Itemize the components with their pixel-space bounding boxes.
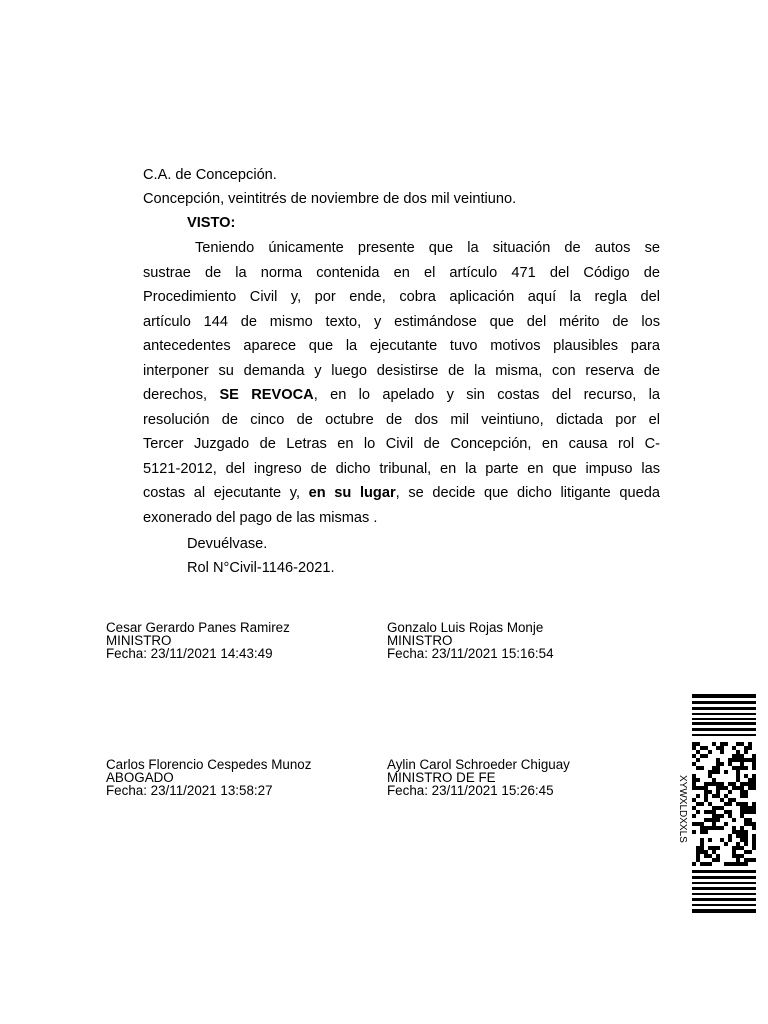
- barcode-module: [744, 858, 748, 862]
- barcode-module: [712, 742, 716, 746]
- barcode-guard-bar: [692, 893, 756, 895]
- barcode-module: [716, 818, 720, 822]
- barcode-module: [732, 850, 736, 854]
- barcode-module: [720, 838, 724, 842]
- signature-date: Fecha: 23/11/2021 15:16:54: [387, 646, 554, 661]
- barcode-module: [744, 758, 748, 762]
- barcode-module: [696, 786, 700, 790]
- barcode-module: [716, 790, 720, 794]
- barcode-module: [692, 806, 696, 810]
- barcode-module: [716, 806, 720, 810]
- barcode-module: [724, 786, 728, 790]
- barcode-module: [752, 822, 756, 826]
- signature-block: [387, 621, 554, 660]
- barcode-module: [708, 854, 712, 858]
- barcode-module: [740, 814, 744, 818]
- signature-date: Fecha: 23/11/2021 13:58:27: [106, 783, 273, 798]
- barcode-module: [704, 790, 708, 794]
- barcode-module: [716, 786, 720, 790]
- barcode-module: [692, 746, 696, 750]
- barcode-module: [708, 810, 712, 814]
- barcode-module: [744, 782, 748, 786]
- barcode-module: [692, 830, 696, 834]
- case-rol: Rol N°Civil-1146-2021.: [187, 560, 335, 576]
- barcode-module: [736, 862, 740, 866]
- barcode-module: [740, 794, 744, 798]
- barcode-module: [736, 786, 740, 790]
- barcode-module: [696, 850, 700, 854]
- barcode-guard-bar: [692, 734, 756, 736]
- body-line: [143, 481, 660, 506]
- barcode-module: [708, 790, 712, 794]
- barcode-module: [716, 770, 720, 774]
- barcode-module: [724, 822, 728, 826]
- barcode-module: [744, 794, 748, 798]
- barcode-module: [712, 814, 716, 818]
- barcode-module: [732, 766, 736, 770]
- barcode-module: [700, 826, 704, 830]
- barcode-module: [720, 746, 724, 750]
- barcode-module: [704, 850, 708, 854]
- barcode-guard-bar: [692, 870, 756, 873]
- barcode-module: [712, 818, 716, 822]
- barcode-module: [736, 758, 740, 762]
- barcode-module: [712, 810, 716, 814]
- barcode-module: [704, 830, 708, 834]
- barcode-module: [708, 818, 712, 822]
- barcode-guard-bar: [692, 876, 756, 879]
- barcode-module: [712, 846, 716, 850]
- body-line: Procedimiento Civil y, por ende, cobra aplicación aquí la regla del: [143, 289, 660, 305]
- barcode-module: [716, 762, 720, 766]
- barcode-module: [752, 802, 756, 806]
- barcode-module: [748, 742, 752, 746]
- barcode-module: [732, 754, 736, 758]
- barcode-module: [700, 822, 704, 826]
- barcode-module: [740, 854, 744, 858]
- barcode-module: [736, 802, 740, 806]
- barcode-module: [728, 862, 732, 866]
- barcode-module: [728, 798, 732, 802]
- barcode-module: [700, 838, 704, 842]
- body-line: antecedentes aparece que la ejecutante tuvo motivos plausibles para: [143, 338, 660, 354]
- body-line: artículo 144 de mismo texto, y estimándose que del mérito de los: [143, 313, 660, 330]
- barcode-guard-bar: [692, 713, 756, 715]
- barcode-module: [736, 858, 740, 862]
- barcode-module: [704, 786, 708, 790]
- barcode-module: [736, 830, 740, 834]
- barcode-module: [720, 806, 724, 810]
- body-text-fragment: , en lo apelado y sin costas del recurso, la: [313, 387, 660, 403]
- barcode-module: [752, 838, 756, 842]
- signer-name: Gonzalo Luis Rojas Monje: [387, 620, 544, 635]
- body-line: Teniendo únicamente presente que la situación de autos se: [195, 240, 660, 256]
- barcode-module: [736, 754, 740, 758]
- barcode-module: [732, 786, 736, 790]
- barcode-module: [696, 750, 700, 754]
- barcode-module: [704, 854, 708, 858]
- barcode-module: [696, 778, 700, 782]
- barcode-module: [752, 774, 756, 778]
- barcode-module: [740, 762, 744, 766]
- barcode-module: [720, 750, 724, 754]
- barcode-module: [708, 838, 712, 842]
- barcode-guard-bar: [692, 707, 756, 710]
- barcode-module: [728, 814, 732, 818]
- verification-code-text: XYWXLDXXLS: [677, 775, 688, 843]
- signer-name: Aylin Carol Schroeder Chiguay: [387, 757, 570, 772]
- barcode-module: [700, 842, 704, 846]
- barcode-module: [728, 758, 732, 762]
- barcode-module: [740, 802, 744, 806]
- barcode-module: [744, 842, 748, 846]
- barcode-guard-bar: [692, 718, 756, 720]
- signature-block: [387, 758, 570, 797]
- barcode-module: [716, 766, 720, 770]
- barcode-module: [752, 826, 756, 830]
- barcode-module: [708, 770, 712, 774]
- barcode-module: [732, 862, 736, 866]
- barcode-module: [732, 846, 736, 850]
- barcode-module: [740, 846, 744, 850]
- barcode-module: [752, 758, 756, 762]
- barcode-module: [740, 790, 744, 794]
- barcode-module: [748, 782, 752, 786]
- barcode-module: [744, 822, 748, 826]
- barcode-module: [724, 794, 728, 798]
- barcode-module: [712, 806, 716, 810]
- barcode-module: [740, 810, 744, 814]
- court-name: C.A. de Concepción.: [143, 167, 277, 183]
- barcode-module: [700, 846, 704, 850]
- barcode-module: [708, 846, 712, 850]
- barcode-module: [704, 754, 708, 758]
- barcode-module: [712, 850, 716, 854]
- barcode-module: [744, 850, 748, 854]
- barcode-module: [748, 806, 752, 810]
- barcode-module: [692, 786, 696, 790]
- barcode-module: [752, 846, 756, 850]
- barcode-module: [752, 858, 756, 862]
- barcode-module: [744, 774, 748, 778]
- barcode-module: [712, 778, 716, 782]
- barcode-module: [712, 826, 716, 830]
- barcode-module: [712, 770, 716, 774]
- barcode-module: [736, 854, 740, 858]
- barcode-module: [716, 846, 720, 850]
- resolution-body: [143, 236, 660, 530]
- barcode-module: [732, 830, 736, 834]
- signer-role: MINISTRO: [387, 633, 453, 648]
- barcode-module: [732, 826, 736, 830]
- barcode-module: [752, 782, 756, 786]
- barcode-module: [716, 858, 720, 862]
- barcode-module: [728, 782, 732, 786]
- barcode-module: [720, 798, 724, 802]
- barcode-module: [700, 850, 704, 854]
- barcode-module: [692, 782, 696, 786]
- barcode-module: [752, 786, 756, 790]
- barcode-module: [696, 854, 700, 858]
- barcode-module: [748, 778, 752, 782]
- barcode-module: [704, 782, 708, 786]
- barcode-module: [716, 814, 720, 818]
- barcode-module: [740, 838, 744, 842]
- body-line: 5121-2012, del ingreso de dicho tribunal, en la parte en que impuso las: [143, 460, 660, 477]
- barcode-module: [724, 742, 728, 746]
- barcode-module: [720, 782, 724, 786]
- barcode-module: [696, 758, 700, 762]
- barcode-module: [724, 802, 728, 806]
- en-su-lugar-bold: en su lugar: [308, 485, 396, 501]
- barcode-module: [732, 758, 736, 762]
- barcode-module: [732, 854, 736, 858]
- barcode-module: [740, 834, 744, 838]
- barcode-module: [696, 802, 700, 806]
- barcode-module: [720, 762, 724, 766]
- barcode-module: [716, 826, 720, 830]
- barcode-module: [728, 762, 732, 766]
- barcode-module: [744, 766, 748, 770]
- se-revoca-bold: SE REVOCA: [219, 387, 314, 403]
- barcode-module: [696, 858, 700, 862]
- barcode-module: [744, 810, 748, 814]
- body-line: sustrae de la norma contenida en el artículo 471 del Código de: [143, 264, 660, 281]
- barcode-module: [692, 798, 696, 802]
- barcode-module: [740, 754, 744, 758]
- barcode-module: [696, 742, 700, 746]
- barcode-module: [704, 810, 708, 814]
- barcode-module: [704, 818, 708, 822]
- barcode-module: [716, 794, 720, 798]
- barcode-module: [708, 750, 712, 754]
- barcode-module: [736, 842, 740, 846]
- barcode-module: [744, 806, 748, 810]
- barcode-module: [696, 810, 700, 814]
- barcode-module: [748, 822, 752, 826]
- barcode-module: [744, 790, 748, 794]
- barcode-module: [744, 862, 748, 866]
- barcode-module: [740, 742, 744, 746]
- barcode-module: [716, 782, 720, 786]
- barcode-module: [748, 746, 752, 750]
- barcode-module: [740, 786, 744, 790]
- barcode-guard-bar: [692, 722, 756, 725]
- barcode-module: [748, 850, 752, 854]
- barcode-module: [720, 826, 724, 830]
- barcode-module: [744, 834, 748, 838]
- barcode-guard-bar: [692, 728, 756, 731]
- barcode-module: [740, 758, 744, 762]
- barcode-module: [728, 790, 732, 794]
- barcode-module: [736, 742, 740, 746]
- barcode-module: [700, 766, 704, 770]
- signer-role: MINISTRO: [106, 633, 172, 648]
- barcode-module: [728, 834, 732, 838]
- barcode-module: [740, 826, 744, 830]
- barcode-module: [704, 862, 708, 866]
- barcode-module: [724, 862, 728, 866]
- barcode-module: [700, 786, 704, 790]
- barcode-module: [740, 766, 744, 770]
- signature-block: [106, 621, 290, 660]
- barcode-module: [732, 798, 736, 802]
- body-text-fragment: , se decide que dicho litigante queda: [395, 485, 660, 501]
- barcode-module: [704, 746, 708, 750]
- barcode-module: [752, 834, 756, 838]
- barcode-module: [748, 758, 752, 762]
- barcode-module: [724, 810, 728, 814]
- barcode-module: [752, 754, 756, 758]
- barcode-guard-bar: [692, 701, 756, 704]
- signature-date: Fecha: 23/11/2021 14:43:49: [106, 646, 273, 661]
- barcode-module: [740, 806, 744, 810]
- barcode-module: [696, 846, 700, 850]
- barcode-module: [692, 774, 696, 778]
- barcode-module: [744, 818, 748, 822]
- barcode-module: [712, 782, 716, 786]
- body-line: resolución de cinco de octubre de dos mil veintiuno, dictada por el: [143, 411, 660, 428]
- signer-name: Carlos Florencio Cespedes Munoz: [106, 757, 312, 772]
- barcode-module: [752, 778, 756, 782]
- devuelvase: Devuélvase.: [187, 536, 268, 552]
- barcode-module: [704, 826, 708, 830]
- barcode-module: [752, 762, 756, 766]
- pdf417-barcode: [692, 694, 756, 914]
- barcode-module: [752, 766, 756, 770]
- barcode-module: [728, 810, 732, 814]
- barcode-module: [712, 822, 716, 826]
- barcode-module: [744, 750, 748, 754]
- barcode-module: [692, 742, 696, 746]
- barcode-guard-bar: [692, 882, 756, 884]
- barcode-module: [752, 810, 756, 814]
- barcode-module: [748, 786, 752, 790]
- barcode-module: [716, 746, 720, 750]
- barcode-guard-bar: [692, 694, 756, 698]
- barcode-module: [720, 814, 724, 818]
- barcode-guard-bar: [692, 887, 756, 890]
- barcode-module: [748, 818, 752, 822]
- barcode-module: [720, 786, 724, 790]
- barcode-module: [748, 858, 752, 862]
- barcode-module: [724, 842, 728, 846]
- signer-name: Cesar Gerardo Panes Ramirez: [106, 620, 290, 635]
- barcode-module: [692, 762, 696, 766]
- barcode-module: [740, 782, 744, 786]
- signer-role: MINISTRO DE FE: [387, 770, 496, 785]
- barcode-module: [700, 802, 704, 806]
- signature-date: Fecha: 23/11/2021 15:26:45: [387, 783, 554, 798]
- signer-role: ABOGADO: [106, 770, 174, 785]
- barcode-module: [724, 770, 728, 774]
- barcode-module: [700, 754, 704, 758]
- barcode-module: [696, 766, 700, 770]
- body-line: [143, 383, 660, 408]
- barcode-module: [736, 750, 740, 754]
- body-line: exonerado del pago de las mismas .: [143, 509, 378, 526]
- barcode-module: [708, 782, 712, 786]
- barcode-guard-bar: [692, 909, 756, 913]
- body-text-fragment: derechos,: [143, 387, 208, 403]
- barcode-module: [752, 806, 756, 810]
- barcode-module: [744, 802, 748, 806]
- barcode-module: [692, 814, 696, 818]
- barcode-module: [704, 798, 708, 802]
- barcode-module: [736, 846, 740, 850]
- visto-heading: VISTO:: [187, 215, 236, 231]
- barcode-module: [732, 782, 736, 786]
- barcode-module: [736, 766, 740, 770]
- barcode-module: [744, 838, 748, 842]
- barcode-module: [712, 858, 716, 862]
- barcode-module: [708, 802, 712, 806]
- barcode-module: [736, 774, 740, 778]
- body-line: Tercer Juzgado de Letras en lo Civil de Concepción, en causa rol C-: [143, 436, 660, 452]
- body-line: interponer su demanda y luego desistirse de la misma, con reserva de: [143, 362, 660, 379]
- barcode-module: [692, 862, 696, 866]
- barcode-module: [728, 802, 732, 806]
- barcode-guard-bar: [692, 898, 756, 901]
- barcode-module: [748, 810, 752, 814]
- barcode-module: [700, 746, 704, 750]
- barcode-module: [700, 862, 704, 866]
- barcode-module: [704, 794, 708, 798]
- barcode-module: [732, 818, 736, 822]
- barcode-module: [720, 742, 724, 746]
- barcode-module: [744, 746, 748, 750]
- date-line: Concepción, veintitrés de noviembre de dos mil veintiuno.: [143, 191, 517, 207]
- barcode-module: [716, 758, 720, 762]
- barcode-module: [708, 774, 712, 778]
- barcode-module: [728, 838, 732, 842]
- barcode-module: [732, 746, 736, 750]
- barcode-module: [692, 754, 696, 758]
- signature-block: [106, 758, 311, 797]
- barcode-module: [712, 766, 716, 770]
- barcode-module: [736, 770, 740, 774]
- barcode-module: [708, 862, 712, 866]
- barcode-module: [752, 842, 756, 846]
- barcode-module: [740, 862, 744, 866]
- barcode-module: [700, 830, 704, 834]
- body-text-fragment: costas al ejecutante y,: [143, 485, 301, 501]
- barcode-module: [696, 822, 700, 826]
- verification-code: [676, 775, 688, 843]
- barcode-module: [736, 778, 740, 782]
- barcode-module: [692, 778, 696, 782]
- barcode-module: [696, 794, 700, 798]
- barcode-module: [692, 822, 696, 826]
- barcode-module: [740, 830, 744, 834]
- barcode-guard-bar: [692, 904, 756, 906]
- barcode-module: [744, 830, 748, 834]
- barcode-module: [736, 834, 740, 838]
- barcode-module: [716, 854, 720, 858]
- barcode-module: [708, 826, 712, 830]
- barcode-module: [712, 794, 716, 798]
